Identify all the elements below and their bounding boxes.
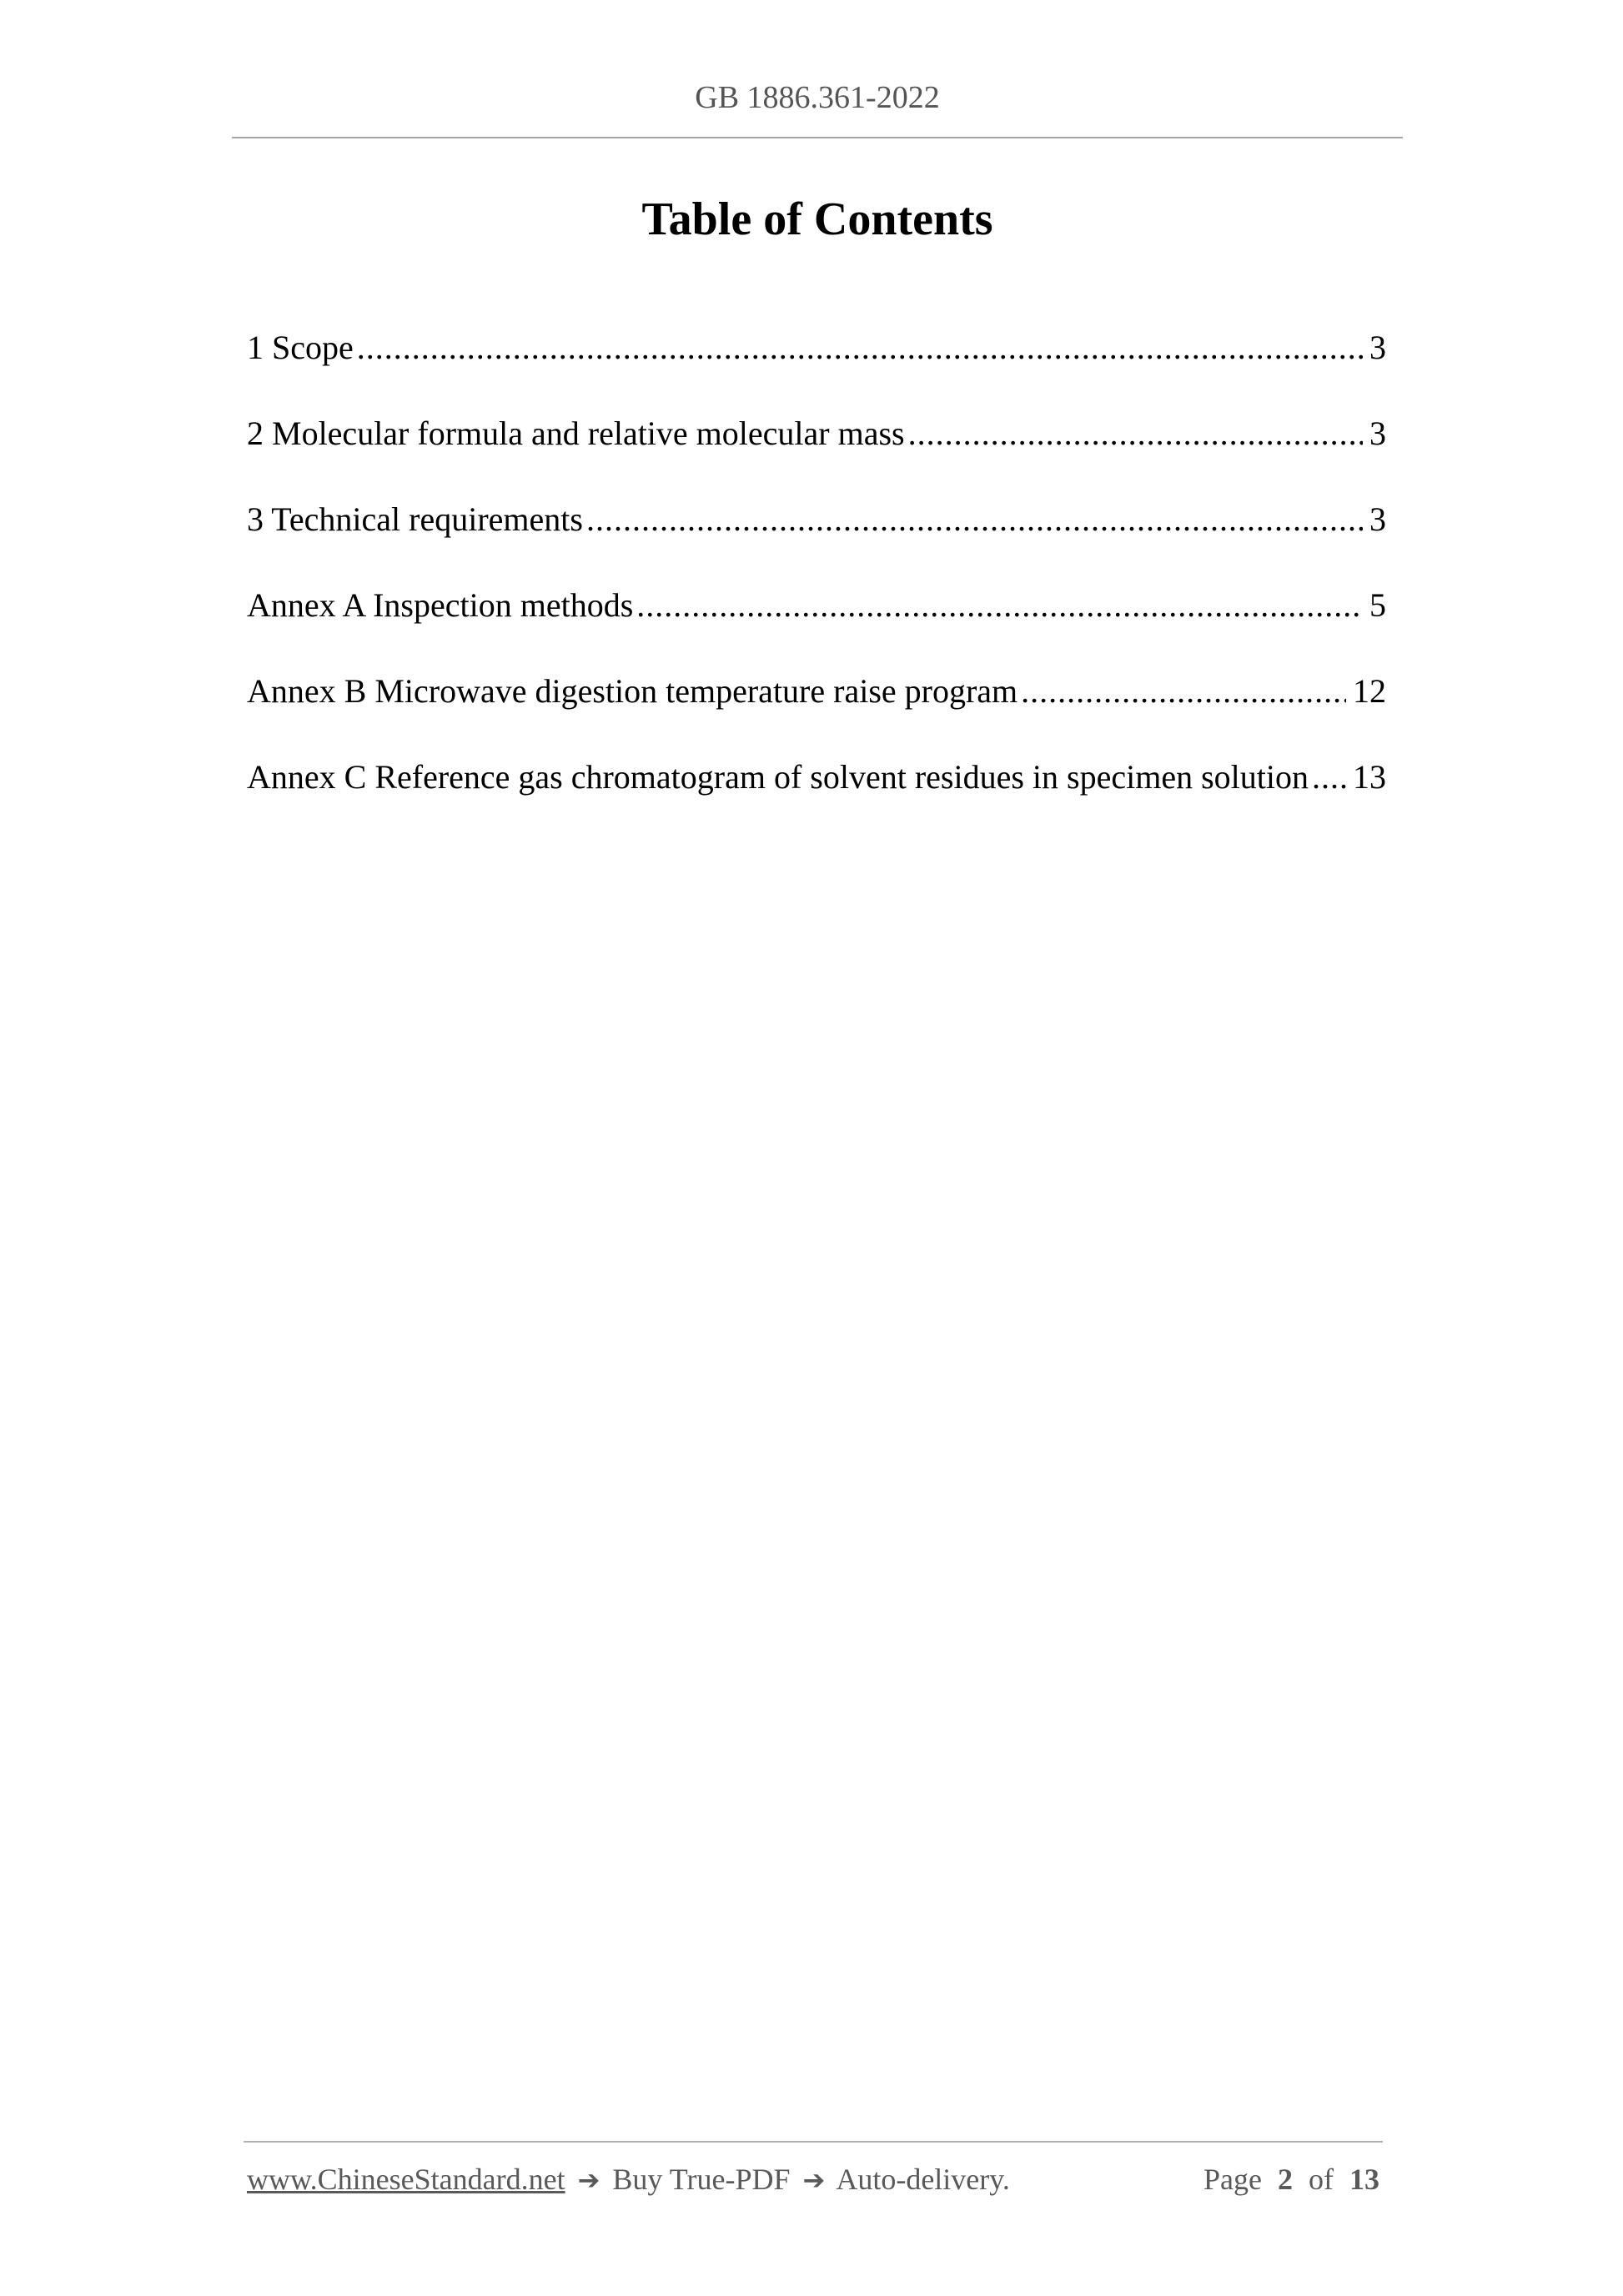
table-of-contents: [247, 322, 1386, 837]
toc-entry-page: 3: [1369, 414, 1386, 452]
footer-divider: [244, 2141, 1383, 2143]
dot-leader: [1021, 666, 1346, 717]
right-arrow-icon: ➔: [802, 2164, 826, 2196]
header-divider: [232, 137, 1403, 138]
page-footer: [247, 2158, 1379, 2205]
toc-entry-label: 3 Technical requirements: [247, 500, 583, 538]
toc-entry-annex-b[interactable]: [247, 666, 1386, 751]
right-arrow-icon: ➔: [577, 2164, 600, 2196]
footer-promo: [247, 2158, 1010, 2201]
of-word: of: [1309, 2163, 1334, 2196]
toc-entry-molecular-formula[interactable]: [247, 408, 1386, 494]
page-indicator: [1203, 2158, 1379, 2200]
page-current: 2: [1278, 2163, 1293, 2196]
toc-entry-page: 3: [1369, 329, 1386, 366]
toc-entry-page: 3: [1369, 500, 1386, 538]
toc-entry-label: Annex B Microwave digestion temperature raise program: [247, 672, 1018, 710]
dot-leader: [357, 322, 1363, 374]
toc-entry-label: Annex A Inspection methods: [247, 586, 634, 624]
toc-entry-page: 12: [1353, 672, 1386, 710]
toc-entry-label: 2 Molecular formula and relative molecular mass: [247, 414, 905, 452]
toc-entry-technical-requirements[interactable]: [247, 494, 1386, 580]
buy-true-pdf-text: Buy True-PDF: [612, 2163, 791, 2196]
page-word: Page: [1203, 2163, 1262, 2196]
toc-entry-annex-a[interactable]: [247, 580, 1386, 666]
dot-leader: [908, 408, 1363, 460]
dot-leader: [636, 580, 1363, 631]
toc-entry-page: 5: [1369, 586, 1386, 624]
toc-entry-page: 13: [1353, 758, 1386, 796]
site-link[interactable]: www.ChineseStandard.net: [247, 2163, 565, 2196]
running-header: GB 1886.361-2022: [695, 80, 940, 115]
auto-delivery-text: Auto-delivery.: [836, 2163, 1010, 2196]
toc-entry-scope[interactable]: [247, 322, 1386, 408]
toc-entry-annex-c[interactable]: [247, 751, 1386, 837]
page-total: 13: [1349, 2163, 1379, 2196]
toc-entry-label: 1 Scope: [247, 329, 354, 366]
dot-leader: [1312, 751, 1346, 803]
dot-leader: [586, 494, 1363, 545]
page-title: Table of Contents: [641, 193, 993, 245]
toc-entry-label: Annex C Reference gas chromatogram of solvent residues in specimen solution: [247, 758, 1309, 796]
